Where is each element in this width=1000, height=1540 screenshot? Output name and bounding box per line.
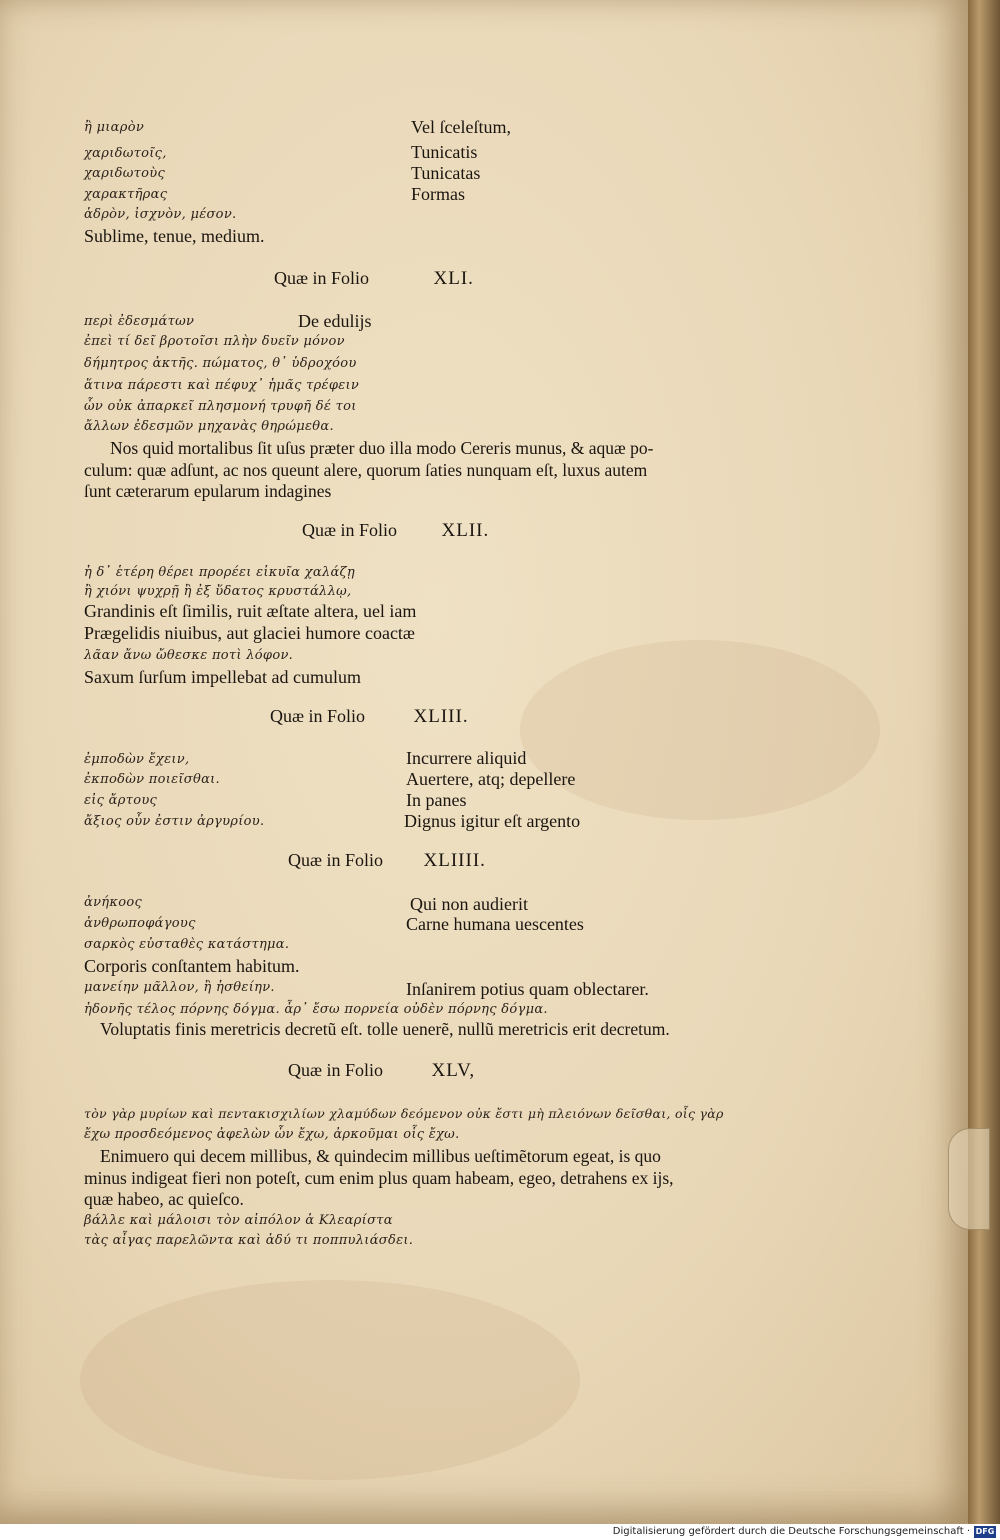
heading-number: XLIII. (413, 706, 469, 727)
latin-line: Grandinis eſt ſimilis, ruit æſtate altera, uel iam (84, 601, 417, 621)
latin-line: Carne humana uescentes (406, 914, 584, 934)
heading-number: XLV, (431, 1060, 476, 1081)
latin-line: Vel ſceleſtum, (411, 117, 511, 137)
greek-line: ἔχω προσδεόμενος ἀφελὼν ὧν ἔχω, ἀρκοῦμαι οἷς ἔχω. (84, 1127, 460, 1142)
greek-line: ἀνθρωποφάγους (84, 916, 196, 931)
greek-line: χαριδωτοὺς (84, 166, 166, 181)
greek-line: ἢ χιόνι ψυχρῇ ἢ ἐξ ὕδατος κρυστάλλῳ, (84, 584, 352, 599)
greek-title: περὶ ἐδεσμάτων (84, 314, 195, 329)
greek-line: λᾶαν ἄνω ὤθεσκε ποτὶ λόφον. (84, 648, 294, 663)
greek-line: ἡδονῆς τέλος πόρνης δόγμα. ἆρ᾽ ἔσω πορνεία οὐδὲν πόρνης δόγμα. (84, 1002, 548, 1017)
latin-line: Formas (411, 184, 465, 204)
heading-number: XLII. (441, 520, 490, 541)
latin-line: Dignus igitur eſt argento (404, 811, 581, 831)
greek-line: εἰς ἄρτους (84, 793, 158, 808)
section-heading (288, 1060, 475, 1082)
latin-line: Sublime, tenue, medium. (84, 226, 265, 246)
latin-line: Nos quid mortalibus ſit uſus præter duo illa modo Cereris munus, & aquæ po- (110, 438, 654, 458)
heading-label: Quæ in Folio (288, 1060, 384, 1080)
section-heading (302, 520, 489, 542)
latin-line: Prægelidis niuibus, aut glaciei humore coactæ (84, 623, 415, 643)
footer-credit: Digitalisierung gefördert durch die Deutsche Forschungsgemeinschaft · (612, 1526, 970, 1537)
latin-line: Voluptatis finis meretricis decretũ eſt. tolle uenerẽ, nullũ meretricis erit decretum. (100, 1019, 670, 1039)
greek-line: ἐπεὶ τί δεῖ βροτοῖσι πλὴν δυεῖν μόνον (84, 334, 345, 349)
latin-line: In panes (406, 790, 467, 810)
latin-title: De edulijs (298, 311, 372, 331)
greek-line: τὰς αἶγας παρελῶντα καὶ ἁδύ τι ποππυλιάσδει. (84, 1233, 414, 1248)
paper-stain (80, 1280, 580, 1480)
greek-line: ἄλλων ἐδεσμῶν μηχανὰς θηρώμεθα. (84, 419, 334, 434)
latin-line: Qui non audierit (410, 894, 528, 914)
latin-line: Tunicatas (411, 163, 481, 183)
dfg-logo: DFG (975, 1527, 995, 1536)
heading-number: XLI. (433, 268, 474, 289)
section-heading (288, 850, 486, 872)
section-heading (274, 268, 474, 290)
page-edge (968, 0, 1000, 1524)
greek-line: ἀνήκοος (84, 895, 143, 910)
section-heading (270, 706, 469, 728)
latin-line: Inſanirem potius quam oblectarer. (406, 979, 649, 999)
greek-line: χαρακτῆρας (84, 187, 168, 202)
greek-line: τὸν γὰρ μυρίων καὶ πεντακισχιλίων χλαμύδων δεόμενον οὐκ ἔστι μὴ πλειόνων δεῖσθαι, οἷς γὰρ (84, 1106, 724, 1121)
greek-line: ἢ μιαρὸν (84, 120, 145, 135)
heading-label: Quæ in Folio (302, 520, 398, 540)
paper-stain (520, 640, 880, 820)
heading-label: Quæ in Folio (274, 268, 370, 288)
greek-line: ἐκποδὼν ποιεῖσθαι. (84, 772, 220, 787)
latin-line: quæ habeo, ac quieſco. (84, 1189, 244, 1209)
latin-line: Auertere, atq; depellere (406, 769, 576, 789)
page-tab (948, 1128, 990, 1230)
latin-line: Tunicatis (411, 142, 478, 162)
greek-line: βάλλε καὶ μάλοισι τὸν αἰπόλον ἁ Κλεαρίστα (84, 1213, 393, 1228)
greek-line: ἁδρὸν, ἰσχνὸν, μέσον. (84, 207, 237, 222)
greek-line: σαρκὸς εὐσταθὲς κατάστημα. (84, 937, 290, 952)
greek-line: χαριδωτοῖς, (84, 146, 167, 161)
greek-line: ἡ δ᾽ ἑτέρη θέρει προρέει εἰκυῖα χαλάζῃ (84, 565, 355, 580)
latin-line: Enimuero qui decem millibus, & quindecim millibus ueſtimẽtorum egeat, is quo (100, 1146, 661, 1166)
heading-label: Quæ in Folio (270, 706, 366, 726)
greek-line: ἅτινα πάρεστι καὶ πέφυχ᾽ ἡμᾶς τρέφειν (84, 378, 360, 393)
heading-number: XLIIII. (423, 850, 486, 871)
heading-label: Quæ in Folio (288, 850, 384, 870)
greek-line: ὧν οὐκ ἀπαρκεῖ πλησμονή τρυφῆ δέ τοι (84, 399, 357, 414)
latin-line: culum: quæ adſunt, ac nos queunt alere, quorum ſaties nunquam eſt, luxus autem (84, 460, 648, 480)
latin-line: Corporis conſtantem habitum. (84, 956, 300, 976)
latin-line: ſunt cæterarum epularum indagines (84, 481, 332, 501)
greek-line: ἐμποδὼν ἔχειν, (84, 752, 190, 767)
greek-line: μανείην μᾶλλον, ἢ ἡσθείην. (84, 980, 275, 995)
latin-line: Incurrere aliquid (406, 748, 527, 768)
greek-line: ἄξιος οὖν ἐστιν ἀργυρίου. (84, 814, 265, 829)
latin-line: minus indigeat fieri non poteſt, cum enim plus quam habeam, egeo, detrahens ex ijs, (84, 1168, 674, 1188)
greek-line: δήμητρος ἀκτῆς. πώματος, θ᾽ ὑδροχόου (84, 356, 357, 371)
latin-line: Saxum ſurſum impellebat ad cumulum (84, 667, 361, 687)
